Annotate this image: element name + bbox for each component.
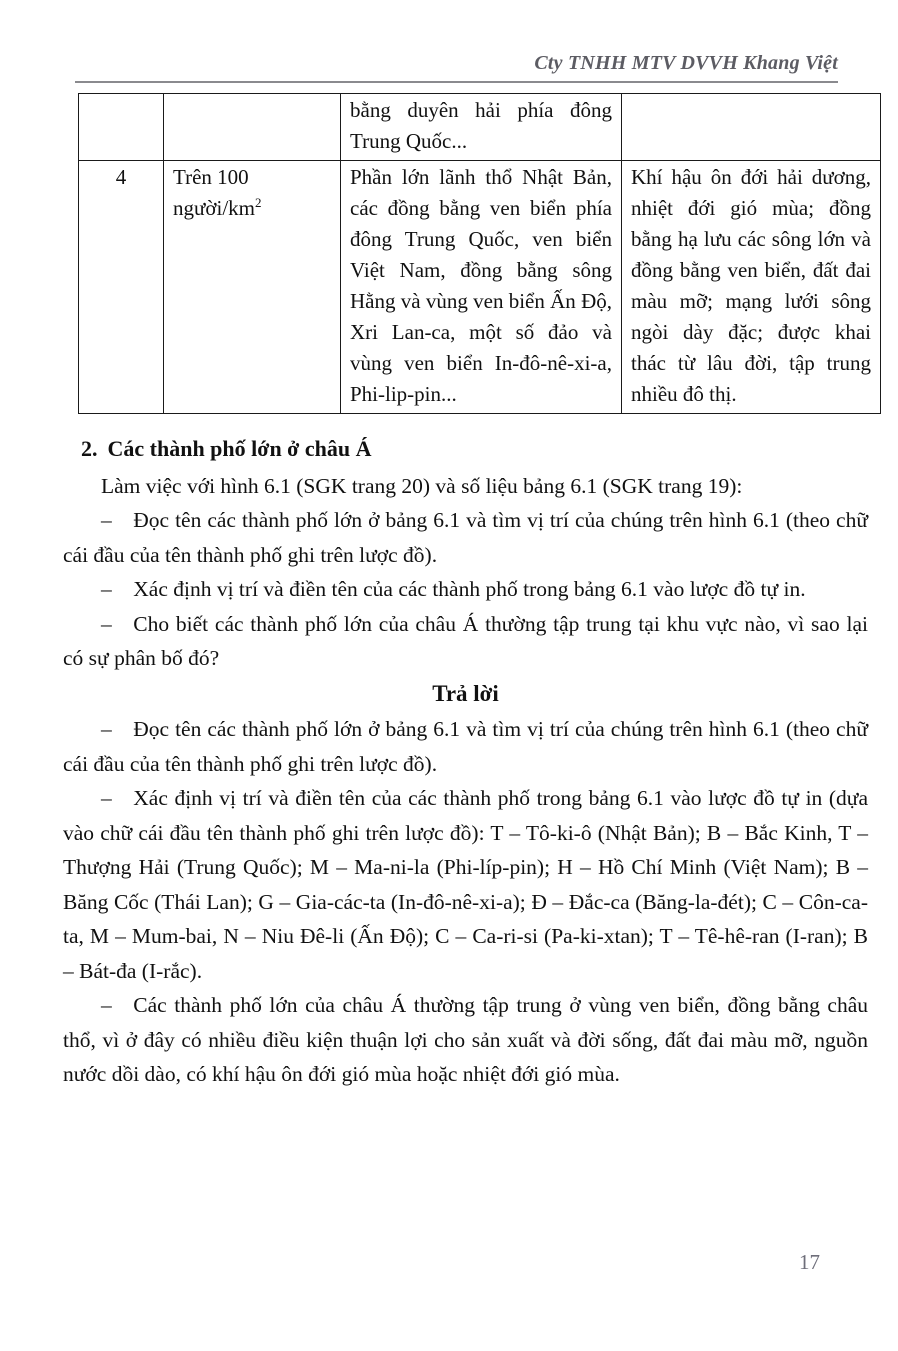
intro-paragraph: Làm việc với hình 6.1 (SGK trang 20) và số liệu bảng 6.1 (SGK trang 19): <box>101 473 743 498</box>
publisher-name: Cty TNHH MTV DVVH Khang Việt <box>534 52 838 74</box>
cell-territory: Phần lớn lãnh thổ Nhật Bản, các đồng bằng ven biển phía đông Trung Quốc, ven biển Việt Nam, đồng bằng sông Hằng và vùng ven biển Ấn Độ, Xri Lan-ca, một số đảo và vùng ven biển In-đô-nê-xi-a, Phi-lip-pin... <box>341 161 622 414</box>
question-item-3: – Cho biết các thành phố lớn của châu Á thường tập trung tại khu vực nào, vì sao lại có sự phân bố đó? <box>63 611 868 670</box>
page-number: 17 <box>799 1250 820 1274</box>
section-heading <box>81 432 868 467</box>
density-value: Trên 100 người/km <box>173 165 255 220</box>
cell-row-number: 4 <box>79 161 164 414</box>
section-title: Các thành phố lớn ở châu Á <box>107 436 372 461</box>
table-row <box>79 161 881 414</box>
answer-item-2: – Xác định vị trí và điền tên của các thành phố trong bảng 6.1 vào lược đồ tự in (dựa vào chữ cái đầu tên thành phố ghi trên lược đồ): T – Tô-ki-ô (Nhật Bản); B – Bắc Kinh, T – Thượng Hải (Trung Quốc); M – Ma-ni-la (Phi-líp-pin); H – Hồ Chí Minh (Việt Nam); B – Băng Cốc (Thái Lan); G – Gia-các-ta (In-đô-nê-xi-a); Đ – Đắc-ca (Băng-la-đét); C – Côn-ca-ta, M – Mum-bai, N – Niu Đê-li (Ấn Độ); C – Ca-ri-si (Pa-ki-xtan); T – Tê-hê-ran (I-ran); B – Bát-đa (I-rắc). <box>63 786 868 983</box>
density-superscript: 2 <box>255 195 262 210</box>
table-row <box>79 94 881 161</box>
answer-item-1: – Đọc tên các thành phố lớn ở bảng 6.1 và tìm vị trí của chúng trên hình 6.1 (theo chữ cái đầu của tên thành phố ghi trên lược đồ). <box>63 717 868 776</box>
question-item-2: – Xác định vị trí và điền tên của các thành phố trong bảng 6.1 vào lược đồ tự in. <box>101 577 806 601</box>
main-content <box>63 432 868 1092</box>
answer-heading: Trả lời <box>432 680 499 706</box>
answer-item-3: – Các thành phố lớn của châu Á thường tập trung ở vùng ven biển, đồng bằng châu thổ, vì ở đây có nhiều điều kiện thuận lợi cho sản xuất và đời sống, đất đai màu mỡ, nguồn nước dồi dào, có khí hậu ôn đới gió mùa hoặc nhiệt đới gió mùa. <box>63 993 868 1086</box>
cell-territory: bằng duyên hải phía đông Trung Quốc... <box>341 94 622 161</box>
cell-density <box>164 94 341 161</box>
density-table <box>78 93 881 414</box>
section-number: 2. <box>81 436 98 461</box>
page-header <box>75 52 838 83</box>
cell-density <box>164 161 341 414</box>
question-item-1: – Đọc tên các thành phố lớn ở bảng 6.1 và tìm vị trí của chúng trên hình 6.1 (theo chữ cái đầu của tên thành phố ghi trên lược đồ). <box>63 508 868 567</box>
cell-features <box>622 94 881 161</box>
cell-features: Khí hậu ôn đới hải dương, nhiệt đới gió mùa; đồng bằng hạ lưu các sông lớn và đồng bằng ven biển, đất đai màu mỡ; mạng lưới sông ngòi dày đặc; được khai thác từ lâu đời, tập trung nhiều đô thị. <box>622 161 881 414</box>
cell-row-number <box>79 94 164 161</box>
